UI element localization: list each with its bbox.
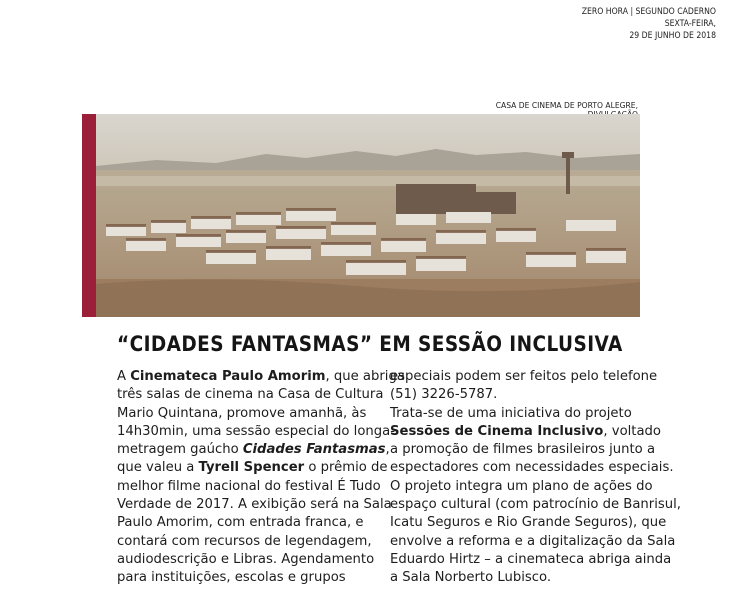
masthead: [582, 6, 716, 42]
body-line: Icatu Seguros e Rio Grande Seguros), que: [390, 515, 667, 531]
body-line: melhor filme nacional do festival É Tudo: [117, 478, 381, 494]
body-line: a Sala Norberto Lubisco.: [390, 570, 552, 586]
body-line: Trata-se de uma iniciativa do projeto: [390, 405, 632, 421]
body-line: contará com recursos de legendagem,: [117, 533, 372, 549]
article-column-left: [117, 368, 405, 588]
body-line: especiais podem ser feitos pelo telefone: [390, 369, 658, 384]
body-line: metragem gaúcho Cidades Fantasmas,: [117, 442, 390, 458]
body-line: três salas de cinema na Casa de Cultura: [117, 387, 384, 403]
masthead-weekday: SEXTA-FEIRA,: [664, 19, 716, 29]
body-line: O projeto integra um plano de ações do: [390, 478, 653, 494]
ghost-town-illustration: [96, 114, 640, 317]
body-line: Sessões de Cinema Inclusivo, voltado: [390, 423, 661, 439]
body-line: Mario Quintana, promove amanhã, às: [117, 405, 367, 421]
body-line: espectadores com necessidades especiais.: [390, 460, 674, 476]
body-line: espaço cultural (com patrocínio de Banrisul,: [390, 497, 681, 513]
body-line: para instituições, escolas e grupos: [117, 570, 346, 586]
body-line: a promoção de filmes brasileiros junto a: [390, 442, 656, 458]
body-line: que valeu a Tyrell Spencer o prêmio de: [117, 460, 388, 476]
body-line: A Cinemateca Paulo Amorim, que abriga: [117, 369, 405, 384]
project-name: Sessões de Cinema Inclusivo: [390, 423, 604, 439]
body-line: 14h30min, uma sessão especial do longa-: [117, 423, 395, 439]
body-line: (51) 3226-5787.: [390, 387, 498, 403]
headline: “CIDADES FANTASMAS” EM SESSÃO INCLUSIVA: [117, 332, 623, 357]
article-column-right: [390, 368, 681, 588]
masthead-date: 29 DE JUNHO DE 2018: [629, 31, 716, 41]
body-line: Eduardo Hirtz – a cinemateca abriga ainda: [390, 551, 672, 567]
body-line: envolve a reforma e a digitalização da Sala: [390, 533, 676, 549]
film-title: Cidades Fantasmas: [242, 442, 386, 458]
cinemateca-name: Cinemateca Paulo Amorim: [130, 369, 326, 384]
body-line: audiodescrição e Libras. Agendamento: [117, 551, 375, 567]
body-line: Paulo Amorim, com entrada franca, e: [117, 515, 364, 531]
director-name: Tyrell Spencer: [198, 460, 305, 476]
photo-credit: CASA DE CINEMA DE PORTO ALEGRE,: [495, 101, 638, 110]
masthead-publication: ZERO HORA | SEGUNDO CADERNO: [581, 7, 716, 17]
ghost-town-photo: [96, 114, 640, 317]
accent-bar: [82, 114, 96, 317]
body-line: Verdade de 2017. A exibição será na Sala: [117, 497, 392, 513]
